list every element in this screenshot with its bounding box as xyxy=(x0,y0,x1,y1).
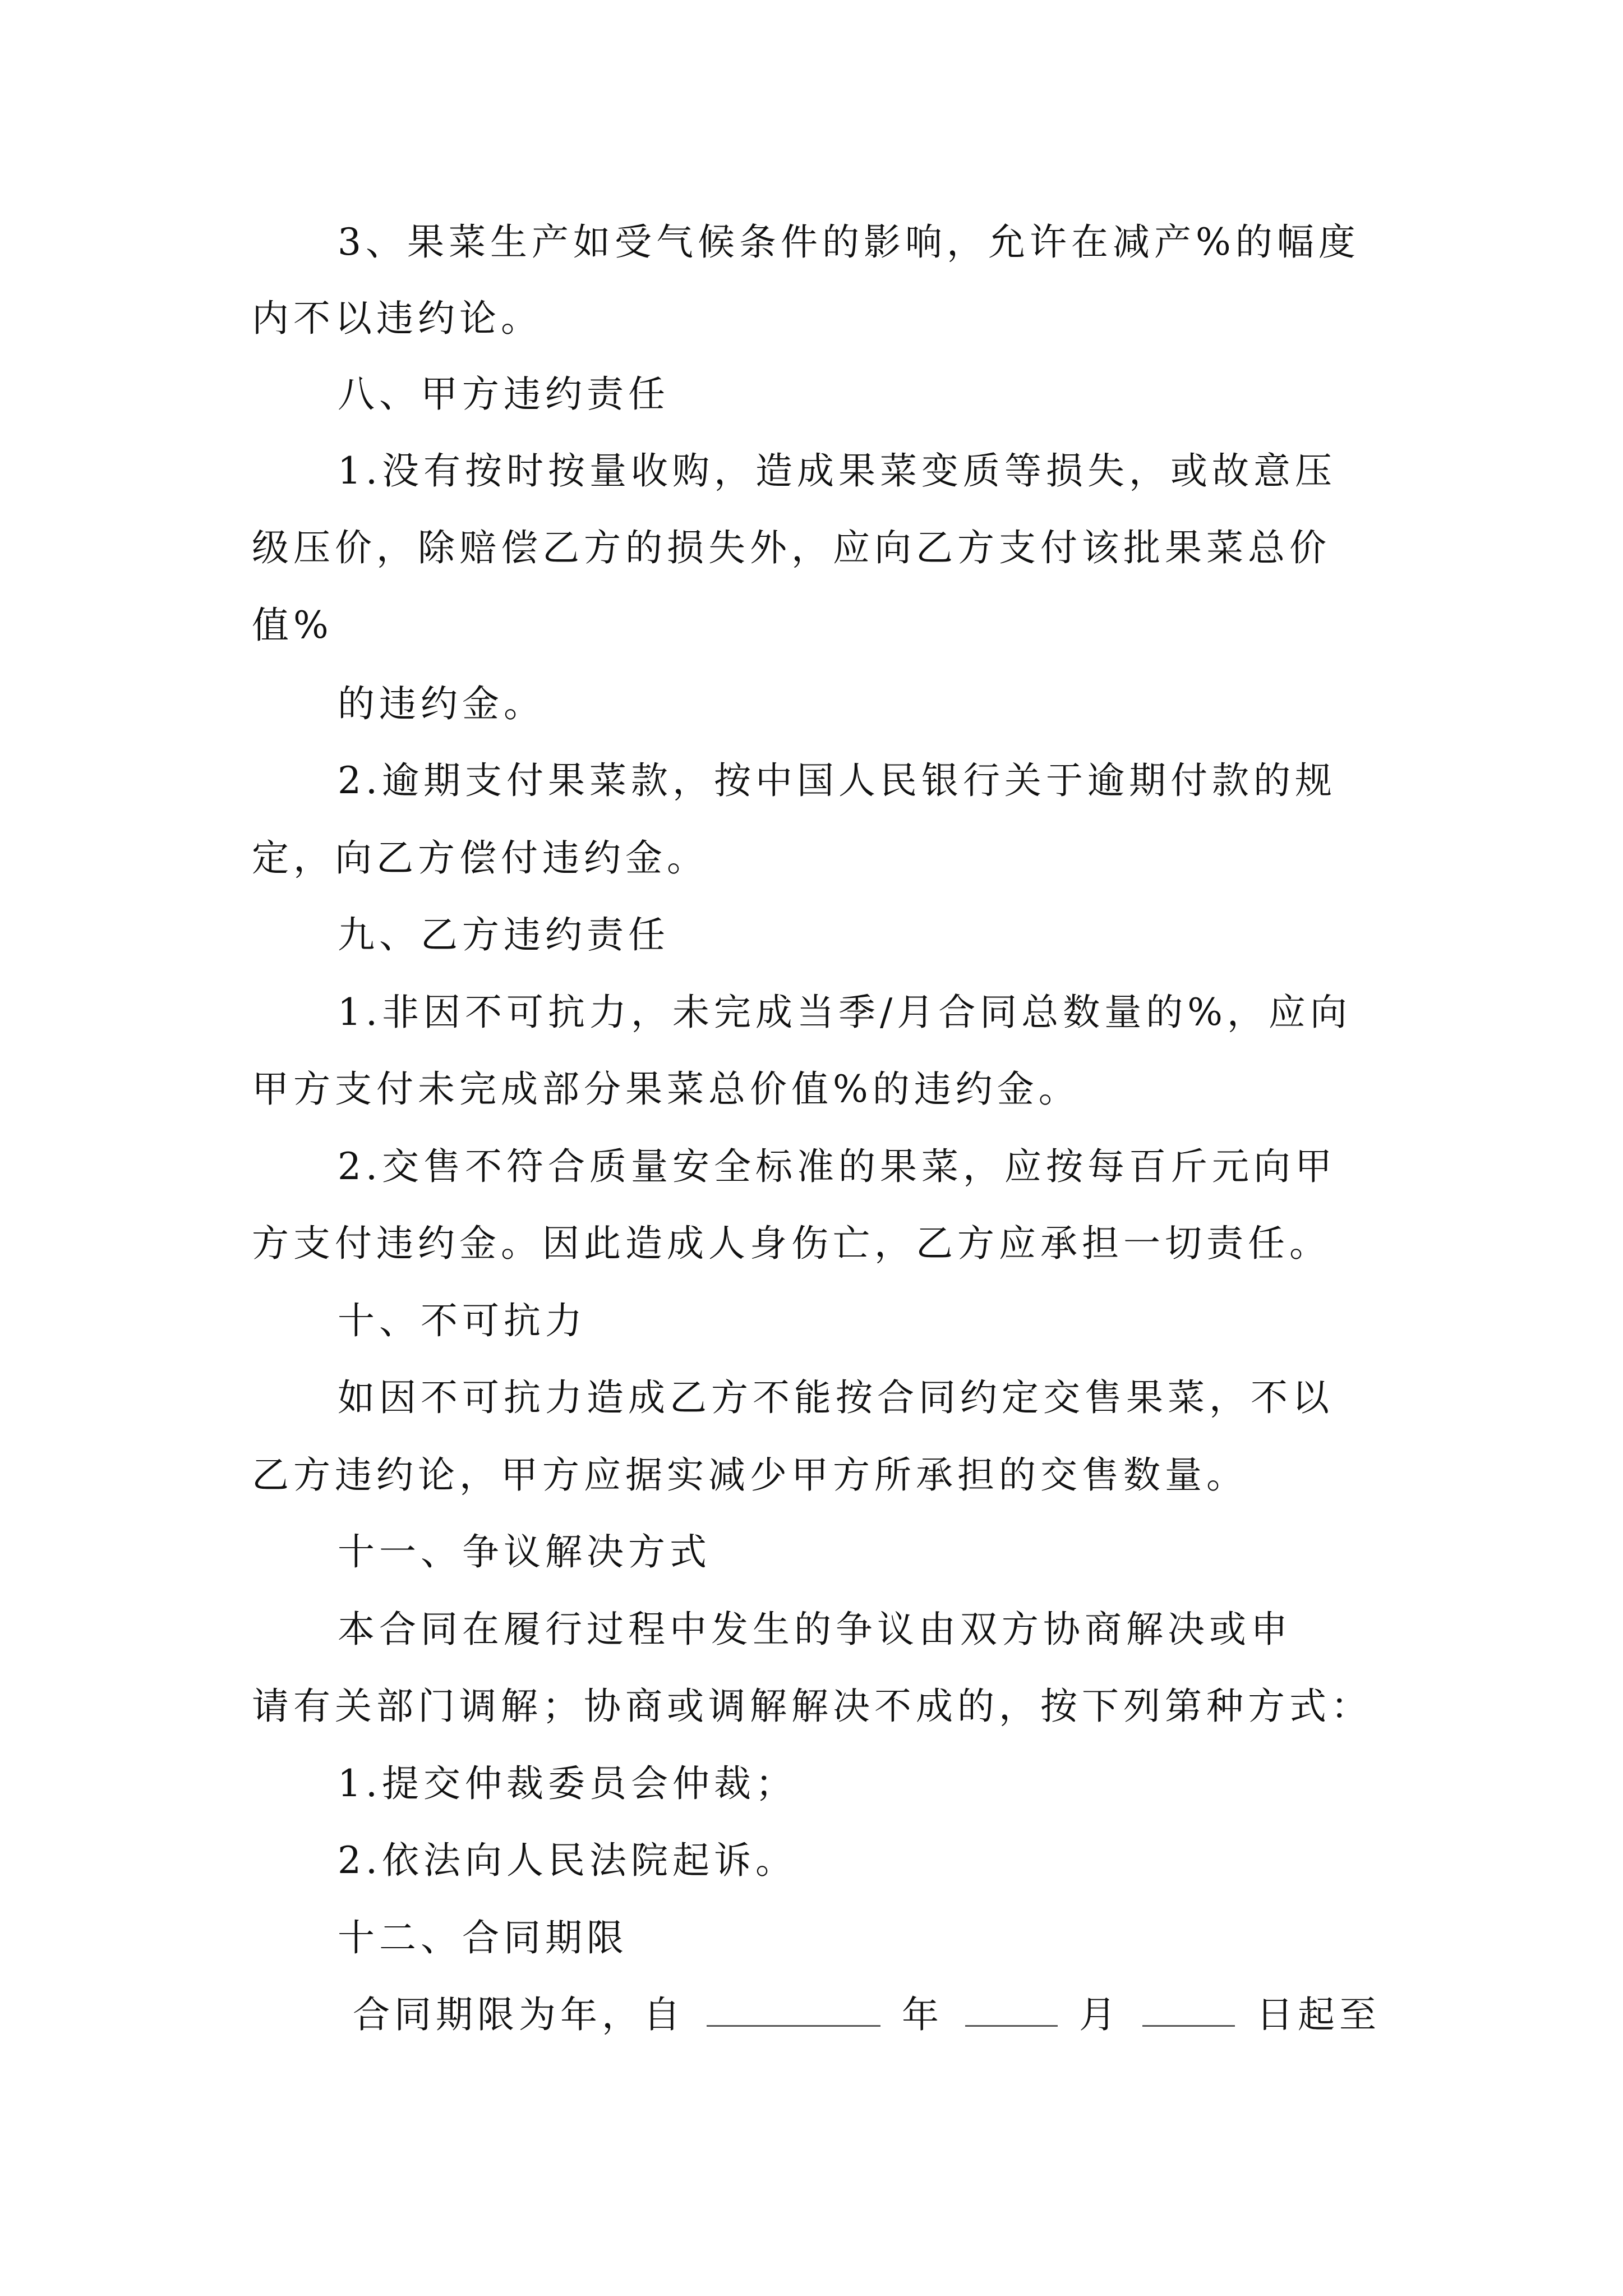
section-heading-11: 十一、争议解决方式 xyxy=(338,1530,711,1573)
text-line-22: 2.依法向人民法院起诉。 xyxy=(338,1839,797,1882)
day-blank xyxy=(1142,1993,1235,2027)
text-line-8: 2.逾期支付果菜款，按中国人民银行关于逾期付款的规 xyxy=(338,759,1336,802)
year-blank xyxy=(707,1993,880,2027)
text-line-13: 2.交售不符合质量安全标准的果菜，应按每百斤元向甲 xyxy=(338,1145,1336,1188)
contract-term-text-2: 年 xyxy=(902,1993,943,2036)
contract-term-text-1: 合同期限为年，自 xyxy=(353,1993,685,2036)
section-heading-9: 九、乙方违约责任 xyxy=(338,913,670,956)
section-heading-8: 八、甲方违约责任 xyxy=(338,372,670,416)
text-line-12: 甲方支付未完成部分果菜总价值%的违约金。 xyxy=(252,1068,1080,1111)
text-line-14: 方支付违约金。因此造成人身伤亡，乙方应承担一切责任。 xyxy=(252,1222,1331,1265)
text-line-19: 本合同在履行过程中发生的争议由双方协商解决或申 xyxy=(338,1608,1292,1651)
text-line-20: 请有关部门调解；协商或调解解决不成的，按下列第种方式： xyxy=(252,1685,1372,1728)
text-line-9: 定，向乙方偿付违约金。 xyxy=(252,836,708,880)
section-heading-12: 十二、合同期限 xyxy=(338,1916,628,1959)
section-heading-10: 十、不可抗力 xyxy=(338,1299,587,1342)
text-line-4: 1.没有按时按量收购，造成果菜变质等损失，或故意压 xyxy=(338,449,1336,493)
text-line-7: 的违约金。 xyxy=(338,682,545,725)
contract-term-text-4: 日起至 xyxy=(1256,1993,1381,2036)
month-blank xyxy=(965,1993,1058,2027)
contract-term-line xyxy=(353,1993,1381,2037)
text-line-1: 3、果菜生产如受气候条件的影响，允许在减产%的幅度 xyxy=(338,220,1360,264)
text-line-16: 如因不可抗力造成乙方不能按合同约定交售果菜，不以 xyxy=(338,1376,1334,1419)
text-line-17: 乙方违约论，甲方应据实减少甲方所承担的交售数量。 xyxy=(252,1453,1248,1497)
text-line-2: 内不以违约论。 xyxy=(252,297,542,340)
text-line-5: 级压价，除赔偿乙方的损失外，应向乙方支付该批果菜总价 xyxy=(252,526,1331,569)
text-line-11: 1.非因不可抗力，未完成当季/月合同总数量的%，应向 xyxy=(338,991,1352,1034)
text-line-6: 值% xyxy=(252,604,333,647)
text-line-21: 1.提交仲裁委员会仲裁； xyxy=(338,1762,797,1805)
contract-term-text-3: 月 xyxy=(1079,1993,1121,2036)
